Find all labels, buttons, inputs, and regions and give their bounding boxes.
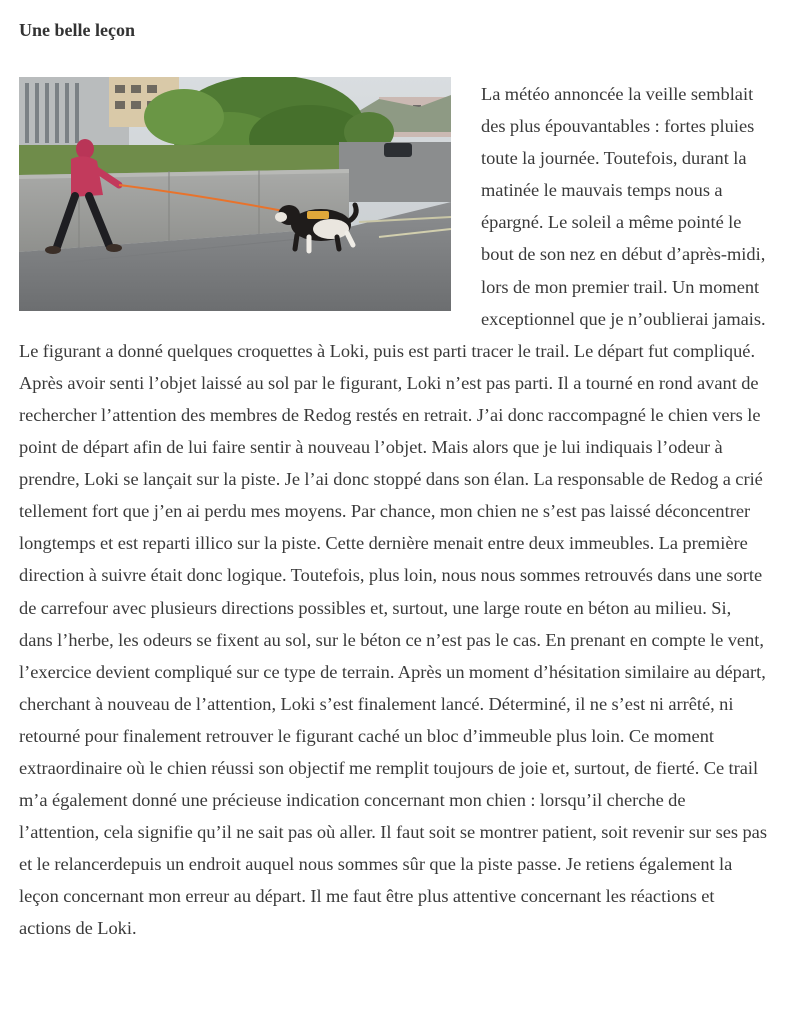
article-paragraph: La météo annoncée la veille semblait des plus épouvantables : fortes pluies toute la journée. Toutefois, durant la matinée le mauvais temps nous a épargné. Le soleil a même pointé le bout de son nez en début d’après-midi, lors de mon premier trail. Un moment exceptionnel que je n’oublierai jamais. Le figurant a donné quelques croquettes à Loki, puis est parti tracer le trail. Le départ fut compliqué. Après avoir senti l’objet laissé au sol par le figurant, Loki n’est pas parti. Il a tourné en rond avant de rechercher l’attention des membres de Redog restés en retrait. J’ai donc raccompagné le chien vers le point de départ afin de lui faire sentir à nouveau l’objet. Mais alors que je lui indiquais l’odeur à prendre, Loki se lançait sur la piste. Je l’ai donc stoppé dans son élan. La responsable de Redog a crié tellement fort que j’en ai perdu mes moyens. Par chance, mon chien ne s’est pas laissé déconcentrer longtemps et est reparti illico sur la piste. Cette dernière menait entre deux immeubles. La première direction à suivre était donc logique. Toutefois, plus loin, nous nous sommes retrouvés dans une sorte de carrefour avec plusieurs directions possibles et, surtout, une large route en béton au milieu. Si, dans l’herbe, les odeurs se fixent au sol, sur le béton ce n’est pas le cas. En prenant en compte le vent, l’exercice devient compliqué sur ce type de terrain. Après un moment d’hésitation similaire au départ, cherchant à nouveau de l’attention, Loki s’est finalement lancé. Déterminé, il ne s’est ni arrêté, ni retourné pour finalement retrouver le figurant caché un bloc d’immeuble plus loin. Ce moment extraordinaire où le chien réussi son objectif me remplit toujours de joie et, surtout, de fierté. Ce trail m’a également donné une précieuse indication concernant mon chien : lorsqu’il cherche de l’attention, cela signifie qu’il ne sait pas où aller. Il faut soit se montrer patient, soit revenir sur ses pas et le relancerdepuis un endroit auquel nous sommes sûr que la piste passe. Je retiens également la leçon concernant mon erreur au départ. Il me faut être plus attentive concernant les réactions et actions de Loki.: [19, 84, 767, 939]
article: [19, 0, 767, 945]
article-photo: [19, 77, 451, 311]
article-title: Une belle leçon: [19, 20, 135, 40]
article-body: [19, 77, 767, 945]
